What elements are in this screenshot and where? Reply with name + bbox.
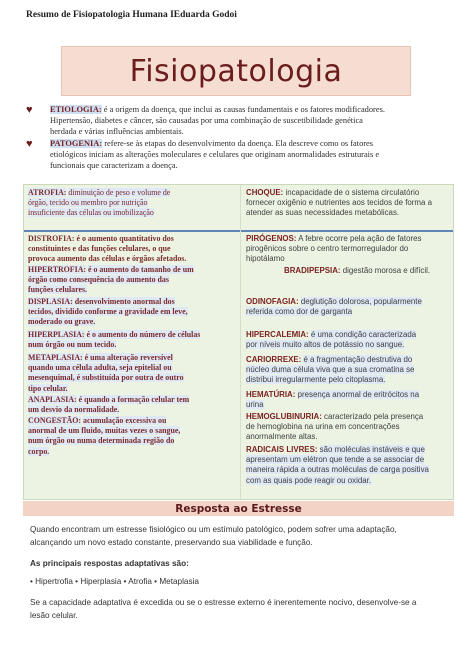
term-text: distribui irregularmente pelo citoplasma. bbox=[246, 375, 386, 385]
term-text: referida como dor de garganta bbox=[246, 307, 353, 317]
paragraph-conclusion bbox=[30, 597, 450, 622]
term-text: núcleo duma célula viva que a sua cromatina se bbox=[246, 365, 415, 375]
term-text: corpo. bbox=[28, 446, 50, 456]
term-hiperplasia bbox=[28, 330, 200, 350]
term-label: ANAPLASIA: bbox=[28, 395, 77, 404]
term-label: DISTROFIA: bbox=[28, 234, 75, 243]
definition-patogenia bbox=[50, 138, 445, 171]
term-text: num órgão ou numa determinada região do bbox=[28, 436, 175, 446]
term-text: digestão morosa e difícil. bbox=[342, 266, 431, 275]
definition-line: Hipertensão, diabetes e câncer, são causadas por uma combinação de suscetibilidade genética bbox=[50, 116, 363, 125]
term-label: RADICAIS LIVRES: bbox=[246, 445, 318, 454]
term-label: HEMATÚRIA: bbox=[246, 390, 296, 399]
term-label: CONGESTÃO: bbox=[28, 416, 82, 425]
term-label: HIPERPLASIA: bbox=[28, 330, 85, 339]
adaptive-responses-heading: As principais respostas adaptativas são: bbox=[30, 559, 189, 568]
definition-etiologia bbox=[50, 104, 445, 137]
document-header: Resumo de Fisiopatologia Humana IEduarda Godoi bbox=[26, 10, 237, 20]
term-text: caracterizado pela presença bbox=[324, 412, 424, 421]
term-text: insuficiente das células ou imobilização bbox=[28, 208, 154, 218]
term-distrofia bbox=[28, 234, 186, 265]
term-text: funções celulares. bbox=[28, 285, 88, 295]
definition-term: PATOGENIA: bbox=[50, 139, 103, 148]
term-text: fornecer oxigênio e nutrientes aos tecidos de forma a bbox=[246, 198, 432, 208]
title-banner bbox=[61, 46, 411, 96]
term-text: A febre ocorre pela ação de fatores bbox=[298, 234, 422, 243]
term-radicais-livres bbox=[246, 445, 429, 486]
term-text: hipotálamo bbox=[246, 254, 285, 264]
term-text: é o aumento do tamanho de um bbox=[88, 265, 194, 274]
column-divider bbox=[240, 185, 241, 499]
term-metaplasia bbox=[28, 353, 184, 394]
term-text: desenvolvimento anormal dos bbox=[74, 297, 175, 306]
term-text: maneira rápida a outras moléculas de carga positiva bbox=[246, 465, 429, 475]
definition-line: etiológicos iniciam as alterações moleculares e celulares que originam anormalidades estruturais e bbox=[50, 150, 380, 159]
term-label: HIPERCALEMIA: bbox=[246, 330, 309, 339]
term-text: mesenquimal, é substituída por outra de outro bbox=[28, 373, 184, 383]
adaptive-responses-list: • Hipertrofia • Hiperplasia • Atrofia • Metaplasia bbox=[30, 577, 199, 586]
paragraph-line: Quando encontram um estresse fisiológico ou um estímulo patológico, podem sofrer uma adaptação, bbox=[30, 525, 397, 534]
term-text: diminuição de peso e volume de bbox=[68, 188, 171, 197]
heart-bullet-icon: ♥ bbox=[26, 138, 33, 150]
term-text: provoca aumento das células e órgãos afetados. bbox=[28, 254, 187, 264]
paragraph-line: Se a capacidade adaptativa é excedida ou se o estresse externo é inerentemente nocivo, desenvolve-se a bbox=[30, 598, 417, 607]
term-text: urina bbox=[246, 400, 264, 410]
term-label: BRADIPEPSIA: bbox=[284, 266, 341, 275]
term-atrofia bbox=[28, 188, 170, 219]
term-pirogenos bbox=[246, 234, 421, 265]
definition-line: é a origem da doença, que inclui as causas fundamentais e os fatores modificadores. bbox=[103, 105, 385, 114]
term-congestao bbox=[28, 416, 180, 457]
term-choque bbox=[246, 188, 432, 219]
term-text: é o aumento do número de células bbox=[86, 330, 201, 339]
term-text: quando uma célula adulta, seja epitelial ou bbox=[28, 363, 172, 373]
term-text: tecidos, dividido conforme a gravidade em leve, bbox=[28, 307, 188, 317]
term-label: DISPLASIA: bbox=[28, 297, 73, 306]
term-text: é a fragmentação destrutiva do bbox=[303, 355, 413, 364]
definition-term: ETIOLOGIA: bbox=[50, 105, 102, 114]
paragraph-line: alcançando um novo estado constante, preservando sua viabilidade e função. bbox=[30, 537, 313, 547]
term-text: deglutição dolorosa, popularmente bbox=[300, 297, 422, 306]
term-text: apresentam um elétron que tende a se associar de bbox=[246, 455, 425, 465]
term-label: HIPERTROFIA: bbox=[28, 265, 87, 274]
term-displasia bbox=[28, 297, 188, 328]
paragraph-line: lesão celular. bbox=[30, 610, 78, 620]
section-title: Resposta ao Estresse bbox=[175, 502, 302, 515]
definition-line: herdada e várias influências ambientais. bbox=[50, 127, 184, 136]
definition-line: funcionais que caracterizam a doença. bbox=[50, 161, 178, 170]
term-text: num órgão ou num tecido. bbox=[28, 340, 117, 350]
term-label: CHOQUE: bbox=[246, 188, 284, 197]
definition-line: refere-se às etapas do desenvolvimento da doença. Ela descreve como os fatores bbox=[104, 139, 374, 148]
term-label: ATROFIA: bbox=[28, 188, 67, 197]
term-label: CARIORREXE: bbox=[246, 355, 302, 364]
term-text: por níveis muito altos de potássio no sangue. bbox=[246, 340, 405, 350]
term-text: constituintes e das funções celulares, o que bbox=[28, 244, 171, 254]
term-anaplasia bbox=[28, 395, 189, 415]
section-title-bar bbox=[23, 501, 454, 516]
term-text: tipo celular. bbox=[28, 383, 68, 393]
term-text: de hemoglobina na urina em concentrações bbox=[246, 422, 400, 432]
term-hipertrofia bbox=[28, 265, 194, 296]
term-text: pirogênicos sobre o centro termorregulador do bbox=[246, 244, 409, 254]
term-label: ODINOFAGIA: bbox=[246, 297, 299, 306]
term-text: com as quais pode reagir ou oxidar. bbox=[246, 475, 372, 485]
term-text: atender as suas necessidades metabólicas. bbox=[246, 208, 400, 218]
table-separator bbox=[24, 230, 453, 232]
term-text: incapacidade de o sistema circulatório bbox=[285, 188, 420, 197]
page-title: Fisiopatologia bbox=[129, 53, 343, 89]
term-text: anormalmente altas. bbox=[246, 432, 318, 442]
term-label: PIRÓGENOS: bbox=[246, 234, 297, 243]
term-hipercalemia bbox=[246, 330, 416, 350]
term-text: é quando a formação celular tem bbox=[78, 395, 190, 404]
terms-table bbox=[23, 184, 454, 500]
term-text: órgão como consequência do aumento das bbox=[28, 275, 169, 285]
term-text: é uma condição caracterizada bbox=[310, 330, 417, 339]
term-text: é o aumento quantitativo dos bbox=[76, 234, 174, 243]
term-hematuria bbox=[246, 390, 419, 410]
term-odinofagia bbox=[246, 297, 422, 317]
term-text: anormal de um fluido, muitas vezes o sangue, bbox=[28, 426, 181, 436]
term-text: é uma alteração reversível bbox=[84, 353, 173, 362]
term-label: HEMOGLUBINURIA: bbox=[246, 412, 322, 421]
term-text: moderado ou grave. bbox=[28, 317, 96, 327]
term-hemoglubinuria bbox=[246, 412, 423, 443]
term-text: presença anormal de eritrócitos na bbox=[297, 390, 420, 399]
term-bradipepsia bbox=[284, 266, 430, 276]
term-text: são moléculas instáveis e que bbox=[319, 445, 425, 454]
term-text: órgão, tecido ou membro por nutrição bbox=[28, 198, 148, 208]
term-text: acumulação excessiva ou bbox=[83, 416, 167, 425]
term-cariorrexe bbox=[246, 355, 414, 386]
paragraph-intro bbox=[30, 524, 450, 549]
term-text: um desvio da normalidade. bbox=[28, 405, 120, 415]
term-label: METAPLASIA: bbox=[28, 353, 83, 362]
heart-bullet-icon: ♥ bbox=[26, 104, 33, 116]
